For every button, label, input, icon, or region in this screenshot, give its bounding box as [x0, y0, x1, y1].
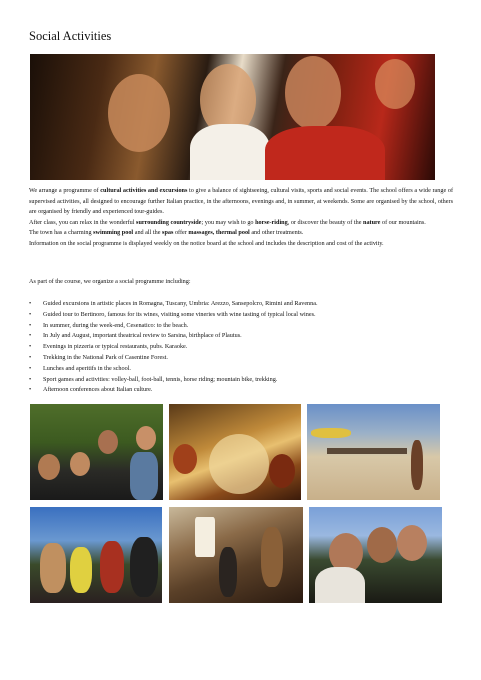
- list-item: [29, 321, 318, 332]
- bullet-icon: •: [29, 364, 32, 372]
- text: of our mountains.: [380, 218, 426, 226]
- bullet-icon: •: [29, 386, 32, 394]
- photo-friends-town: [309, 507, 442, 603]
- highlight: surrounding countryside: [136, 218, 202, 226]
- list-item: [29, 364, 318, 375]
- list-item-text: Guided tour to Bertinoro, famous for its wines, visiting some vineries with wine tasting of typical local wines.: [43, 310, 316, 318]
- text: and other treatments.: [249, 229, 304, 237]
- page-title: Social Activities: [29, 29, 112, 43]
- intro-paragraph: Information on the social programme is displayed weekly on the notice board at the school and includes the description and cost of the activity.: [29, 239, 384, 247]
- highlight: swimming pool: [93, 229, 134, 237]
- text: ; you may wish to go: [201, 218, 256, 226]
- list-item: [29, 331, 318, 342]
- text: After class, you can relax in the wonderful: [29, 218, 137, 226]
- photo-beach-volleyball: [307, 404, 440, 500]
- bullet-icon: •: [29, 321, 32, 329]
- list-item-text: Trekking in the National Park of Casentine Forest.: [43, 353, 168, 361]
- list-item-text: Evenings in pizzeria or typical restaurants, pubs. Karaoke.: [43, 343, 188, 351]
- intro-text: [29, 186, 453, 250]
- list-item-text: Afternoon conferences about Italian culture.: [43, 386, 153, 394]
- highlight: massages, thermal pool: [188, 229, 250, 237]
- photo-museum-interior: [169, 507, 303, 603]
- list-item-text: Lunches and aperitifs in the school.: [43, 364, 131, 372]
- list-item: [29, 342, 318, 353]
- text: The town has a charming: [29, 229, 94, 237]
- text: , or discover the beauty of the: [287, 218, 363, 226]
- photo-group-outdoors: [30, 507, 162, 603]
- list-item-text: Guided excursions in artistic places in Romagna, Tuscany, Umbria: Arezzo, Sansepolcro, Rimini and Ravenna.: [43, 300, 318, 307]
- photo-dinner-table: [169, 404, 301, 500]
- bullet-icon: •: [29, 343, 32, 351]
- list-item-text: Sport games and activities: volley-ball, foot-ball, tennis, horse riding; mountain bike, trekking.: [43, 375, 278, 383]
- text: and all the: [133, 229, 163, 237]
- photo-group-hillside: [30, 404, 163, 500]
- list-item-text: In July and August, important theatrical review to Sarsina, birthplace of Plautus.: [43, 332, 242, 340]
- bullet-icon: •: [29, 300, 32, 307]
- list-item: [29, 385, 318, 396]
- bullet-icon: •: [29, 375, 32, 383]
- list-item: [29, 375, 318, 386]
- activity-list: [29, 299, 318, 396]
- intro-paragraph: [29, 218, 453, 229]
- list-item: [29, 310, 318, 321]
- highlight: spas: [162, 229, 174, 237]
- text: offer: [173, 229, 189, 237]
- bullet-icon: •: [29, 353, 32, 361]
- intro-paragraph: [29, 186, 453, 218]
- list-item-text: In summer, during the week-end, Cesenatico: to the beach.: [43, 321, 189, 329]
- list-item: [29, 353, 318, 364]
- bullet-icon: •: [29, 332, 32, 340]
- intro-paragraph: [29, 228, 453, 239]
- bullet-icon: •: [29, 310, 32, 318]
- list-lead: As part of the course, we organize a social programme including:: [29, 278, 191, 285]
- hero-photo-students: [30, 54, 435, 180]
- highlight: nature: [363, 218, 381, 226]
- text: to give a balance of sightseeing, cultural visits, sports and social events. The school offers a wide range of supervised activities, all designed to encourage further Italian practice, in the afternoons, evenings and, in summer, at weekends. Some are organised by the school, others are organised by friendly and experienced tour-guides.: [29, 187, 454, 216]
- highlight: horse-riding: [255, 218, 288, 226]
- highlight: cultural activities and excursions: [100, 187, 188, 194]
- text: We arrange a programme of: [29, 187, 101, 194]
- list-item: [29, 299, 318, 310]
